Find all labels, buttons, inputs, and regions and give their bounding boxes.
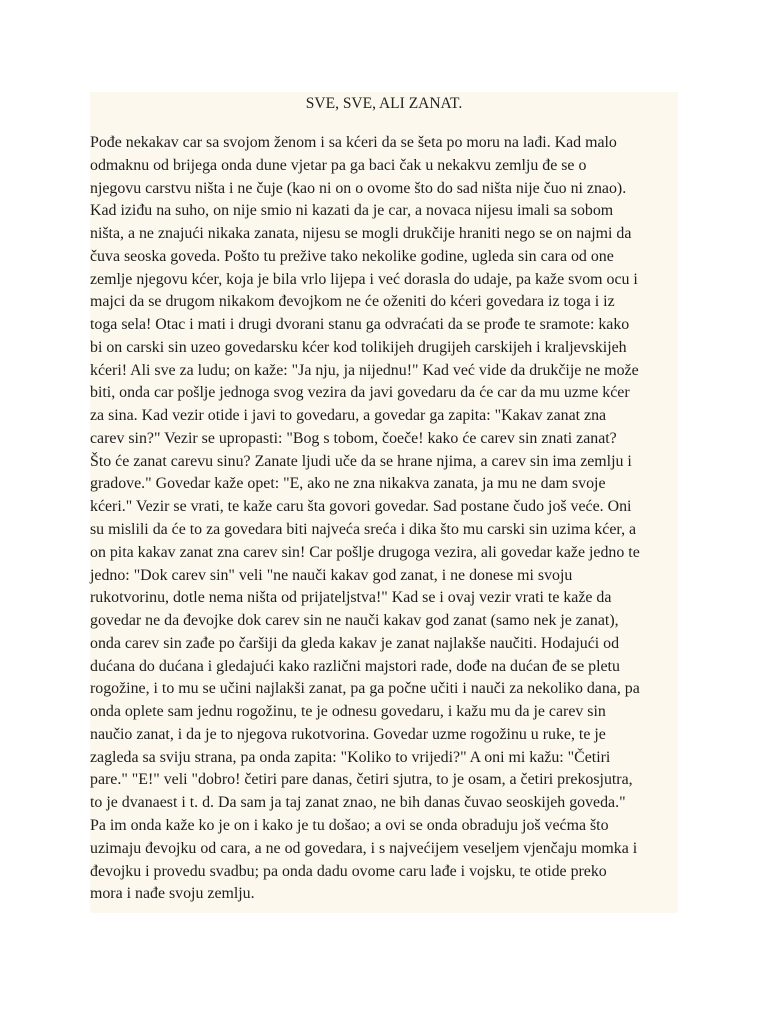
text-line: njegovu carstvu ništa i ne čuje (kao ni on o ovome što do sad ništa nije čuo ni znao). — [90, 179, 627, 197]
text-line: Kad iziđu na suho, on nije smio ni kazati da je car, a novaca nijesu imali sa sobom — [90, 202, 614, 220]
text-line: Što će zanat carevu sinu? Zanate ljudi uče da se hrane njima, a carev sin ima zemlju i — [90, 452, 632, 470]
text-line: kćeri." Vezir se vrati, te kaže caru šta govori govedar. Sad postane čudo još veće. Oni — [90, 498, 632, 516]
text-line: jedno: "Dok carev sin" veli "ne nauči kakav god zanat, i ne donese mi svoju — [90, 566, 573, 584]
text-line: majci da se drugom nikakom đevojkom ne će oženiti do kćeri govedara iz toga i iz — [90, 293, 615, 311]
text-line: kćeri! Ali sve za ludu; on kaže: "Ja nju, ja nijednu!" Kad već vide da drukčije ne može — [90, 361, 639, 379]
text-line: Pa im onda kaže ko je on i kako je tu došao; a ovi se onda obraduju još većma što — [90, 816, 609, 834]
text-line: rogožine, i to mu se učini najlakši zanat, pa ga počne učiti i nauči za nekoliko dana, pa — [90, 680, 640, 698]
text-line: đevojku i provedu svadbu; pa onda dadu ovome caru lađe i vojsku, te otide preko — [90, 862, 607, 880]
text-line: odmaknu od brijega onda dune vjetar pa ga baci čak u nekakvu zemlju đe se o — [90, 156, 587, 174]
story-body — [90, 132, 680, 906]
text-line: pare." "E!" veli "dobro! četiri pare danas, četiri sjutra, to je osam, a četiri prekosjutra, — [90, 771, 633, 789]
text-line: čuva seoska goveda. Pošto tu preživе tako nekolike godine, ugleda sin cara od one — [90, 247, 614, 265]
text-line: to je dvanaest i t. d. Da sam ja taj zanat znao, ne bih danas čuvao seoskijeh goveda." — [90, 794, 626, 812]
text-line: carev sin?" Vezir se upropasti: "Bog s tobom, čoeče! kako će carev sin znati zanat? — [90, 429, 617, 447]
text-line: bi on carski sin uzeo govedarsku kćer kod tolikijeh drugijeh carskijeh i kraljevskijeh — [90, 338, 627, 356]
story-title: SVE, SVE, ALI ZANAT. — [305, 95, 463, 112]
text-line: rukotvorinu, dotle nema ništa od prijateljstva!" Kad se i ovaj vezir vrati te kaže da — [90, 589, 612, 607]
text-line: zagleda sa sviju strana, pa onda zapita: "Koliko to vrijedi?" A oni mi kažu: "Četiri — [90, 748, 611, 766]
text-line: su mislili da će to za govedara biti najveća sreća i dika što mu carski sin uzima kćer, a — [90, 521, 637, 539]
text-line: zemlje njegovu kćer, koja je bila vrlo lijepa i već dorasla do udaje, pa kaže svom ocu i — [90, 270, 638, 288]
text-line: onda carev sin zađe po čaršiji da gleda kakav je zanat najlakše naučiti. Hodajući od — [90, 634, 620, 652]
text-line: onda oplete sam jednu rogožinu, te je odnesu govedaru, i kažu mu da je carev sin — [90, 703, 606, 721]
text-line: ništa, a ne znajući nikaka zanata, nijesu se mogli drukčije hraniti nego se on najmi da — [90, 225, 632, 243]
text-line: naučio zanat, i da je to njegova rukotvorina. Govedar uzme rogožinu u ruke, te je — [90, 725, 606, 743]
text-line: toga sela! Otac i mati i drugi dvorani stanu ga odvraćati da se prođe te sramote: kako — [90, 316, 630, 334]
text-line: biti, onda car pošlje jednoga svog vezira da javi govedaru da će car da mu uzme kćer — [90, 384, 630, 402]
text-line: mora i nađe svoju zemlju. — [90, 885, 255, 903]
text-line: gradove." Govedar kaže opet: "E, ako ne zna nikakva zanata, ja mu ne dam svoje — [90, 475, 606, 493]
text-line: za sina. Kad vezir otide i javi to govedaru, a govedar ga zapita: "Kakav zanat zna — [90, 407, 607, 425]
text-line: on pita kakav zanat zna carev sin! Car pošlje drugoga vezira, ali govedar kaže jedno te — [90, 543, 640, 561]
text-line: uzimaju đevojku od cara, a ne od govedara, i s najvećijem veseljem vjenčaju momka i — [90, 839, 638, 857]
text-line: govedar ne da đevojke dok carev sin ne nauči kakav god zanat (samo nek je zanat), — [90, 612, 619, 630]
text-line: dućana do dućana i gledajući kako različni majstori rade, dođe na dućan đe se pletu — [90, 657, 620, 675]
text-line: Pođe nekakav car sa svojom ženom i sa kćeri da se šeta po moru na lađi. Kad malo — [90, 134, 617, 151]
